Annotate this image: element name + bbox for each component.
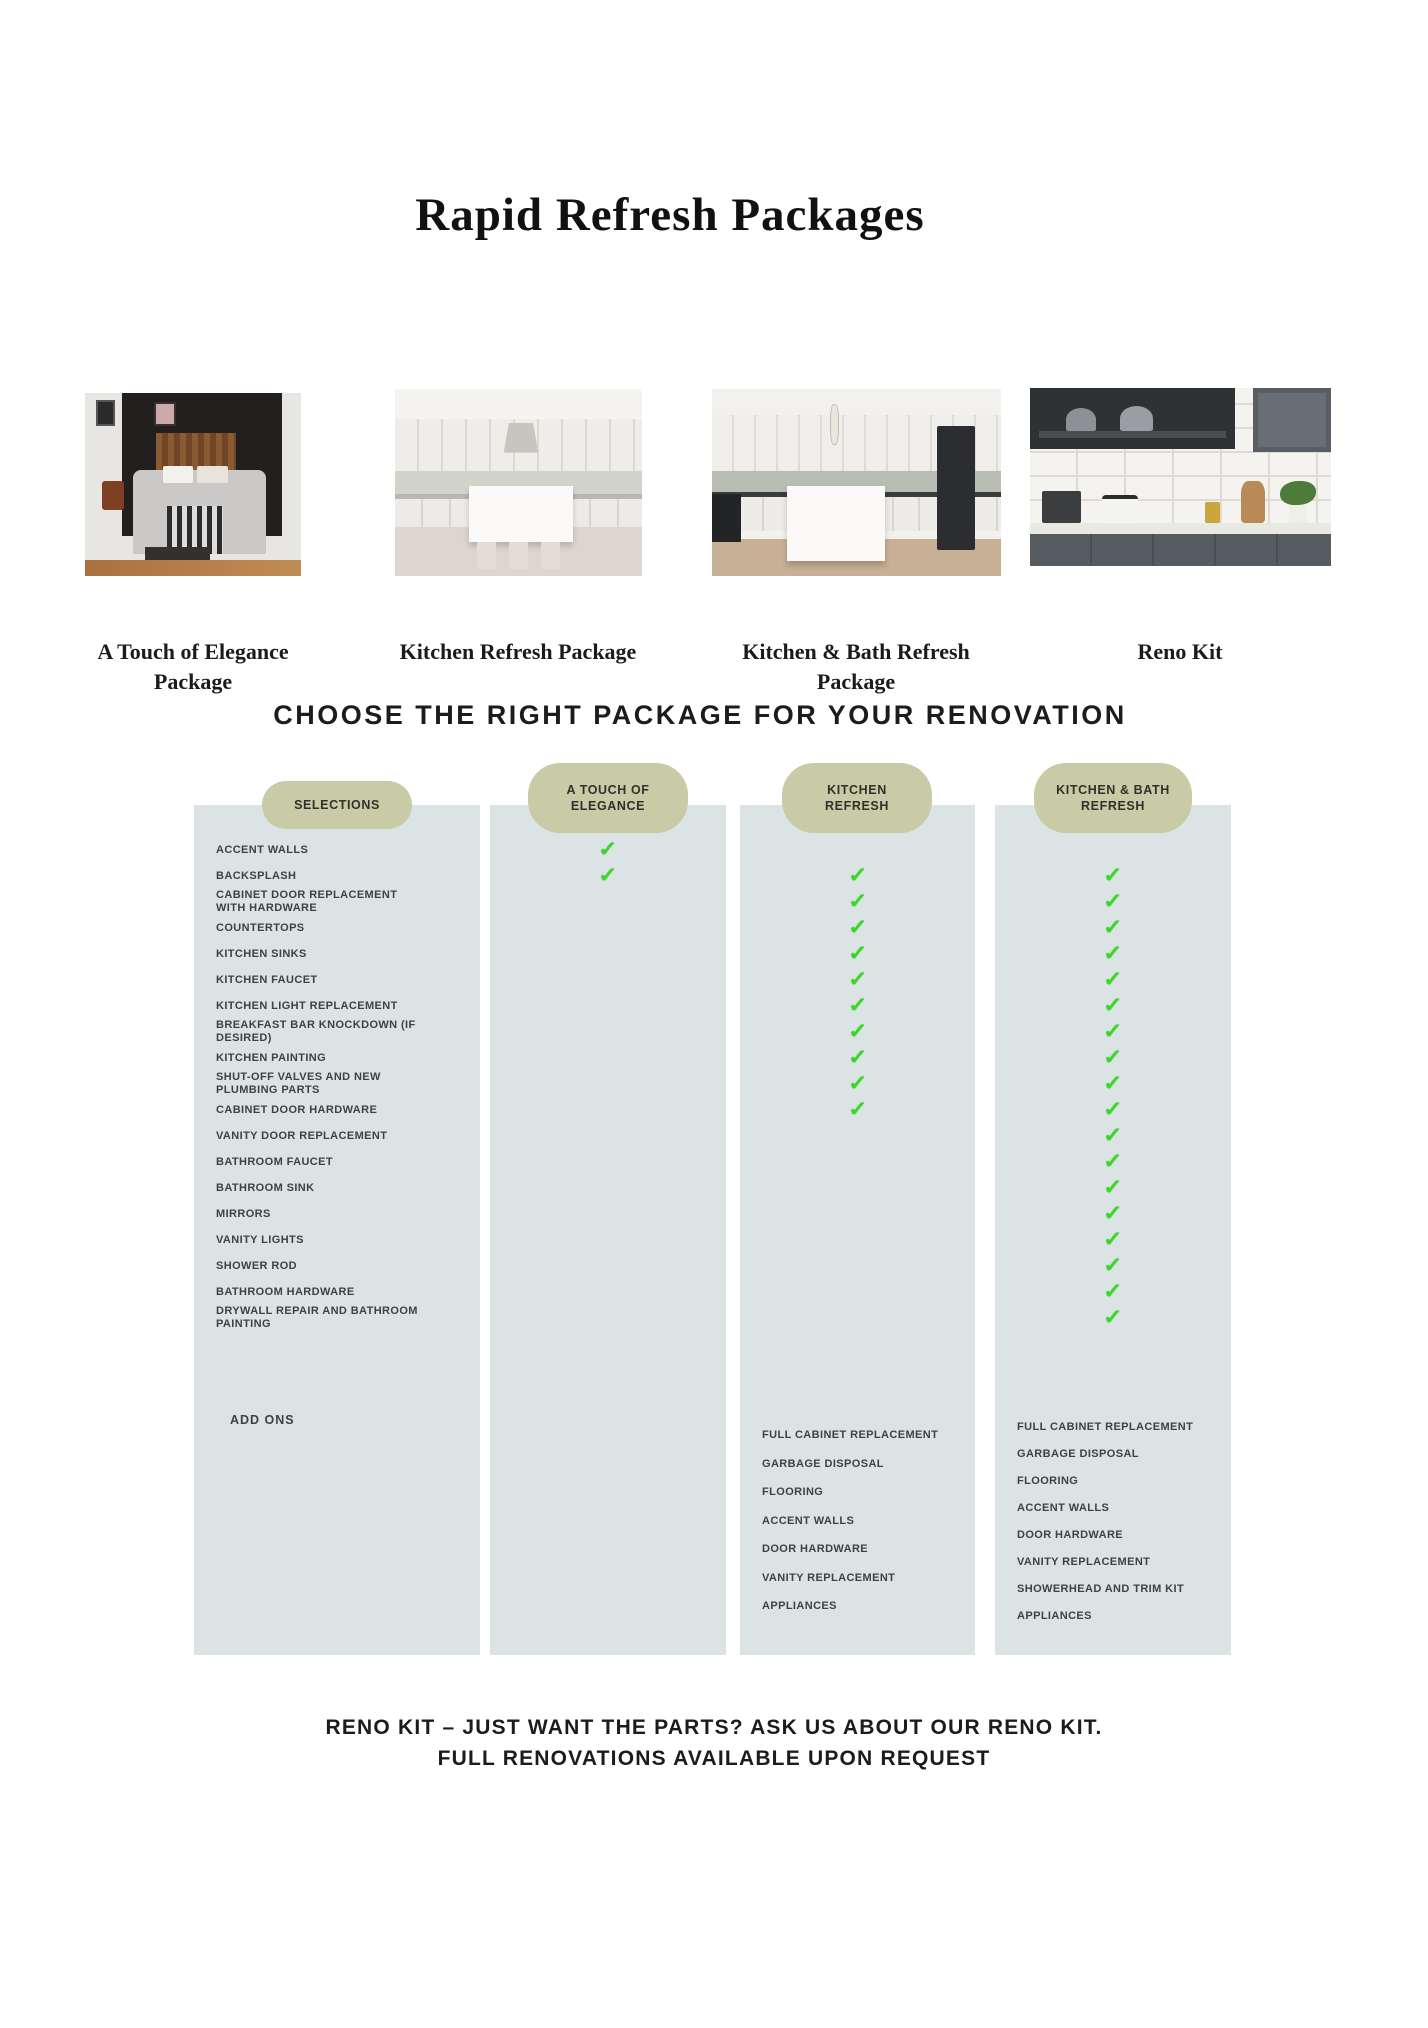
check-cell [740, 1071, 975, 1095]
photo-decoration [156, 433, 236, 470]
photo-decoration [712, 494, 741, 543]
addon-item: FLOORING [762, 1486, 824, 1498]
selections-header-pill: SELECTIONS [262, 781, 412, 829]
table-row [194, 1227, 1231, 1253]
selection-label: DRYWALL REPAIR AND BATHROOM PAINTING [216, 1305, 418, 1330]
kitchen-bath-addons-list [1017, 1421, 1247, 1637]
check-cell [740, 993, 975, 1017]
check-cell [995, 1097, 1231, 1121]
check-cell [995, 1045, 1231, 1069]
addon-item: DOOR HARDWARE [762, 1543, 869, 1555]
check-icon: ✓ [1103, 889, 1123, 913]
table-row [194, 1097, 1231, 1123]
check-cell [995, 993, 1231, 1017]
table-row [194, 1279, 1231, 1305]
kitchen-bath-header-pill: KITCHEN & BATH REFRESH [1034, 763, 1192, 833]
check-cell [995, 863, 1231, 887]
selection-label: BATHROOM SINK [216, 1181, 315, 1194]
check-icon: ✓ [847, 1071, 868, 1095]
selection-label: CABINET DOOR HARDWARE [216, 1103, 378, 1116]
check-cell [995, 1253, 1231, 1277]
check-icon: ✓ [847, 993, 868, 1017]
selection-label: KITCHEN PAINTING [216, 1051, 327, 1064]
kitchen-header-pill: KITCHEN REFRESH [782, 763, 932, 833]
check-icon: ✓ [1103, 967, 1123, 991]
table-row [194, 967, 1231, 993]
package-caption-reno-kit: Reno Kit [1137, 639, 1223, 664]
check-icon: ✓ [1103, 1071, 1123, 1095]
check-icon: ✓ [1103, 1175, 1123, 1199]
photo-decoration [1066, 408, 1096, 431]
section-heading: CHOOSE THE RIGHT PACKAGE FOR YOUR RENOVATION [273, 700, 1127, 730]
check-icon: ✓ [1103, 1045, 1123, 1069]
photo-decoration [504, 423, 539, 453]
check-cell [740, 889, 975, 913]
check-cell [995, 941, 1231, 965]
table-row [194, 1149, 1231, 1175]
check-icon: ✓ [847, 967, 868, 991]
addon-item: VANITY REPLACEMENT [1017, 1556, 1151, 1568]
check-cell [740, 915, 975, 939]
photo-decoration [477, 542, 497, 568]
selection-label: ACCENT WALLS [216, 843, 309, 856]
check-cell [995, 1201, 1231, 1225]
check-cell [995, 1123, 1231, 1147]
selection-label: KITCHEN FAUCET [216, 973, 318, 986]
package-caption-kitchen: Kitchen Refresh Package [399, 639, 637, 664]
table-row [194, 1175, 1231, 1201]
check-icon: ✓ [847, 941, 868, 965]
check-cell [995, 1019, 1231, 1043]
photo-decoration [509, 542, 529, 568]
check-cell [740, 941, 975, 965]
check-icon: ✓ [847, 889, 868, 913]
add-ons-label: ADD ONS [230, 1413, 295, 1427]
table-row [194, 1045, 1231, 1071]
check-cell [490, 863, 726, 887]
addon-item: FULL CABINET REPLACEMENT [762, 1429, 939, 1441]
photo-decoration [541, 542, 561, 568]
selection-label: VANITY DOOR REPLACEMENT [216, 1129, 388, 1142]
check-icon: ✓ [847, 863, 868, 887]
addon-item: APPLIANCES [1017, 1610, 1092, 1622]
photo-decoration [85, 560, 301, 576]
photo-decoration [1039, 431, 1226, 438]
photo-decoration [154, 402, 176, 426]
check-cell [740, 863, 975, 887]
addon-item: ACCENT WALLS [762, 1514, 855, 1527]
check-icon: ✓ [1103, 993, 1123, 1017]
photo-decoration [102, 481, 124, 510]
table-row [194, 993, 1231, 1019]
photo-decoration [1253, 388, 1331, 452]
addon-item: APPLIANCES [762, 1600, 837, 1612]
photo-decoration [1289, 505, 1307, 523]
photo-decoration [937, 426, 975, 549]
check-icon: ✓ [847, 915, 868, 939]
selection-rows [194, 837, 1231, 1331]
photo-decoration [1030, 523, 1331, 534]
check-cell [995, 1279, 1231, 1303]
check-cell [490, 837, 726, 861]
check-icon: ✓ [1103, 1279, 1123, 1303]
gray-kitchen-counter-appliances-photo [1030, 388, 1331, 566]
check-cell [740, 1019, 975, 1043]
table-row [194, 1019, 1231, 1045]
addon-item: FULL CABINET REPLACEMENT [1017, 1421, 1194, 1433]
selection-label: SHUT-OFF VALVES AND NEW PLUMBING PARTS [216, 1071, 381, 1096]
check-icon: ✓ [1103, 1305, 1123, 1329]
selection-label: VANITY LIGHTS [216, 1233, 304, 1246]
selection-label: COUNTERTOPS [216, 921, 305, 934]
check-cell [995, 1227, 1231, 1251]
kitchen-addons-list [762, 1429, 992, 1629]
check-cell [995, 915, 1231, 939]
table-row [194, 1201, 1231, 1227]
check-icon: ✓ [1103, 1253, 1123, 1277]
photo-decoration [1102, 495, 1138, 523]
check-cell [995, 889, 1231, 913]
selection-label: MIRRORS [216, 1207, 271, 1220]
check-icon: ✓ [1103, 1097, 1123, 1121]
photo-decoration [197, 466, 227, 482]
selection-label: BATHROOM HARDWARE [216, 1285, 355, 1298]
photo-decoration [469, 486, 573, 542]
photo-decoration [1042, 491, 1081, 523]
selection-label: BREAKFAST BAR KNOCKDOWN (IF DESIRED) [216, 1019, 416, 1044]
selection-label: BACKSPLASH [216, 869, 297, 882]
selection-label: KITCHEN LIGHT REPLACEMENT [216, 999, 398, 1012]
footer-note [0, 1712, 1428, 1774]
selection-label: BATHROOM FAUCET [216, 1155, 334, 1168]
table-row [194, 837, 1231, 863]
check-cell [995, 967, 1231, 991]
elegance-header-pill: A TOUCH OF ELEGANCE [528, 763, 688, 833]
photo-decoration [1030, 534, 1331, 566]
table-row [194, 1071, 1231, 1097]
photo-decoration [1120, 406, 1153, 431]
photo-decoration [787, 486, 885, 561]
addon-item: GARBAGE DISPOSAL [1017, 1448, 1139, 1460]
package-comparison-table [194, 763, 1231, 1658]
check-cell [995, 1305, 1231, 1329]
photo-decoration [163, 466, 193, 482]
white-kitchen-dark-fridge-photo [712, 389, 1001, 576]
selection-label: SHOWER ROD [216, 1259, 297, 1272]
check-cell [740, 1045, 975, 1069]
photo-decoration [96, 400, 115, 426]
addon-item: SHOWERHEAD AND TRIM KIT [1017, 1583, 1185, 1595]
check-icon: ✓ [1103, 1123, 1123, 1147]
footer-line-2: FULL RENOVATIONS AVAILABLE UPON REQUEST [437, 1747, 991, 1770]
check-icon: ✓ [1103, 941, 1123, 965]
check-icon: ✓ [1103, 915, 1123, 939]
table-row [194, 889, 1231, 915]
check-icon: ✓ [1103, 1201, 1123, 1225]
check-cell [740, 1097, 975, 1121]
footer-line-1: RENO KIT – JUST WANT THE PARTS? ASK US ABOUT OUR RENO KIT. [325, 1716, 1103, 1739]
check-icon: ✓ [1103, 1149, 1123, 1173]
check-icon: ✓ [1103, 863, 1123, 887]
check-icon: ✓ [598, 837, 618, 861]
check-icon: ✓ [598, 863, 618, 887]
addon-item: DOOR HARDWARE [1017, 1529, 1124, 1541]
check-cell [995, 1071, 1231, 1095]
package-caption-kitchen-bath: Kitchen & Bath Refresh Package [742, 639, 970, 694]
white-kitchen-island-stools-photo [395, 389, 642, 576]
selection-label: CABINET DOOR REPLACEMENT WITH HARDWARE [216, 889, 398, 914]
table-row [194, 1305, 1231, 1331]
photo-decoration [1241, 481, 1265, 524]
check-cell [995, 1149, 1231, 1173]
bedroom-dark-accent-wall-photo [85, 393, 301, 576]
table-row [194, 1253, 1231, 1279]
table-row [194, 941, 1231, 967]
table-row [194, 863, 1231, 889]
selection-label: KITCHEN SINKS [216, 947, 307, 960]
addon-item: FLOORING [1017, 1475, 1079, 1487]
check-icon: ✓ [847, 1019, 868, 1043]
check-icon: ✓ [1103, 1227, 1123, 1251]
table-row [194, 915, 1231, 941]
page-title: Rapid Refresh Packages [415, 189, 925, 241]
photo-decoration [830, 404, 839, 445]
addon-item: GARBAGE DISPOSAL [762, 1457, 884, 1470]
check-cell [740, 967, 975, 991]
photo-decoration [1205, 502, 1220, 523]
addon-item: VANITY REPLACEMENT [762, 1571, 896, 1584]
package-caption-elegance: A Touch of Elegance Package [97, 639, 289, 694]
check-icon: ✓ [847, 1045, 868, 1069]
addon-item: ACCENT WALLS [1017, 1502, 1110, 1514]
check-cell [995, 1175, 1231, 1199]
check-icon: ✓ [847, 1097, 868, 1121]
check-icon: ✓ [1103, 1019, 1123, 1043]
table-row [194, 1123, 1231, 1149]
